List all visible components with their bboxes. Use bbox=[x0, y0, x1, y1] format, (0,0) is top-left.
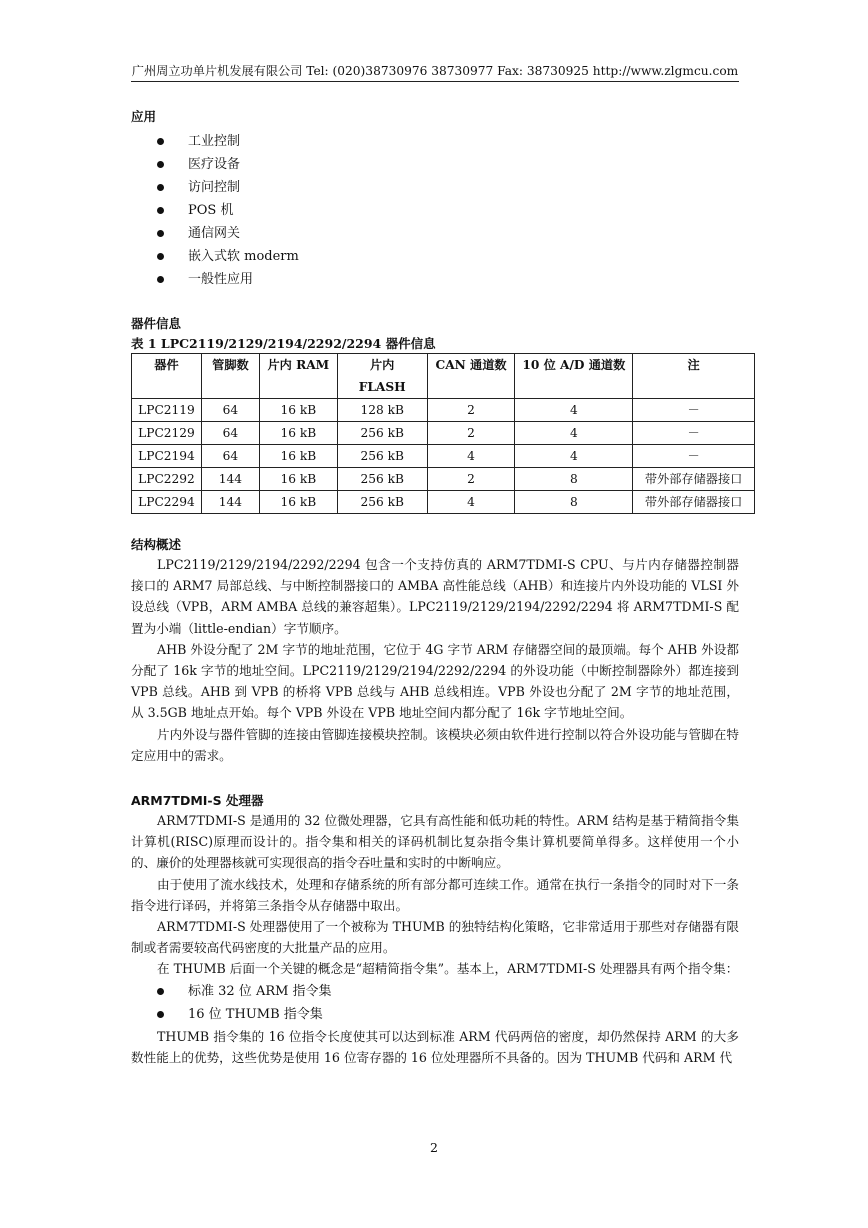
table-header-row bbox=[132, 354, 755, 399]
bullet-icon bbox=[157, 138, 164, 145]
table-cell: 8 bbox=[515, 468, 633, 491]
table-cell: 256 kB bbox=[337, 468, 427, 491]
column-header: 片内 FLASH bbox=[337, 354, 427, 399]
bullet-icon bbox=[157, 161, 164, 168]
processor-heading: ARM7TDMI-S 处理器 bbox=[131, 793, 264, 809]
bullet-icon bbox=[157, 988, 164, 995]
paragraph: ARM7TDMI-S 处理器使用了一个被称为 THUMB 的独特结构化策略，它非常适用于那些对存储器有限制或者需要较高代码密度的大批量产品的应用。 bbox=[131, 919, 739, 956]
table-cell: 256 kB bbox=[337, 491, 427, 514]
table-cell: 128 kB bbox=[337, 399, 427, 422]
table-caption: 表 1 LPC2119/2129/2194/2292/2294 器件信息 bbox=[131, 336, 436, 351]
table-cell: LPC2129 bbox=[132, 422, 202, 445]
table-row bbox=[132, 468, 755, 491]
list-item: 嵌入式软 moderm bbox=[131, 245, 739, 268]
paragraph: ARM7TDMI-S 是通用的 32 位微处理器，它具有高性能和低功耗的特性。ARM 结构是基于精简指令集计算机(RISC)原理而设计的。指令集和相关的译码机制比复杂指令集计算机要简单得多。这样使用一个小的、廉价的处理器核就可实现很高的指令吞吐量和实时的中断响应。 bbox=[131, 813, 739, 871]
table-cell: － bbox=[633, 445, 755, 468]
table-cell: 256 kB bbox=[337, 422, 427, 445]
table-cell: LPC2119 bbox=[132, 399, 202, 422]
table-cell: 2 bbox=[427, 468, 515, 491]
table-cell: 2 bbox=[427, 422, 515, 445]
paragraph: 在 THUMB 后面一个关键的概念是“超精简指令集”。基本上，ARM7TDMI-S 处理器具有两个指令集： bbox=[157, 961, 739, 977]
table-cell: 16 kB bbox=[259, 422, 337, 445]
list-item: 通信网关 bbox=[131, 222, 739, 245]
table-cell: LPC2292 bbox=[132, 468, 202, 491]
table-cell: 2 bbox=[427, 399, 515, 422]
paragraph: 由于使用了流水线技术，处理和存储系统的所有部分都可连续工作。通常在执行一条指令的同时对下一条指令进行译码，并将第三条指令从存储器中取出。 bbox=[131, 876, 739, 913]
table-cell: － bbox=[633, 422, 755, 445]
table-row bbox=[132, 399, 755, 422]
list-item: 工业控制 bbox=[131, 130, 739, 153]
column-header: 器件 bbox=[132, 354, 202, 399]
table-cell: LPC2294 bbox=[132, 491, 202, 514]
table-cell: 16 kB bbox=[259, 399, 337, 422]
table-cell: 144 bbox=[201, 468, 259, 491]
table-row bbox=[132, 445, 755, 468]
paragraph: THUMB 指令集的 16 位指令长度使其可以达到标准 ARM 代码两倍的密度，却仍然保持 ARM 的大多数性能上的优势，这些优势是使用 16 位寄存器的 16 位处理器所不具备的。因为 THUMB 代码和 ARM 代 bbox=[131, 1028, 739, 1065]
bullet-icon bbox=[157, 184, 164, 191]
list-item: POS 机 bbox=[131, 199, 739, 222]
table-cell: 4 bbox=[427, 445, 515, 468]
device-info-heading: 器件信息 bbox=[131, 316, 182, 331]
page-header: 广州周立功单片机发展有限公司 Tel: (020)38730976 38730977 Fax: 38730925 http://www.zlgmcu.com bbox=[131, 64, 739, 78]
table-cell: － bbox=[633, 399, 755, 422]
paragraph: AHB 外设分配了 2M 字节的地址范围，它位于 4G 字节 ARM 存储器空间的最顶端。每个 AHB 外设都分配了 16k 字节的地址空间。LPC2119/2129/2194/2292/2294 的外设功能（中断控制器除外）都连接到 VPB 总线。AHB 到 VPB 的桥将 VPB 总线与 AHB 总线相连。VPB 外设也分配了 2M 字节的地址范围，从 3.5GB 地址点开始。每个 VPB 外设在 VPB 地址空间内都分配了 16k 字节地址空间。 bbox=[131, 641, 739, 721]
bullet-icon bbox=[157, 253, 164, 260]
table-cell: 8 bbox=[515, 491, 633, 514]
table-cell: 16 kB bbox=[259, 445, 337, 468]
list-item: 标准 32 位 ARM 指令集 bbox=[131, 980, 739, 1003]
page-number: 2 bbox=[430, 1140, 438, 1155]
table-cell: 4 bbox=[427, 491, 515, 514]
table-row bbox=[132, 422, 755, 445]
applications-list bbox=[131, 130, 739, 291]
column-header: 注 bbox=[633, 354, 755, 399]
table-cell: 64 bbox=[201, 422, 259, 445]
header-rule bbox=[131, 81, 739, 82]
instruction-set-list bbox=[131, 980, 739, 1026]
table-cell: 16 kB bbox=[259, 468, 337, 491]
page-content bbox=[131, 108, 743, 1068]
column-header: CAN 通道数 bbox=[427, 354, 515, 399]
table-cell: 256 kB bbox=[337, 445, 427, 468]
list-item: 医疗设备 bbox=[131, 153, 739, 176]
column-header: 管脚数 bbox=[201, 354, 259, 399]
bullet-icon bbox=[157, 276, 164, 283]
device-info-table bbox=[131, 353, 755, 514]
list-item: 一般性应用 bbox=[131, 268, 739, 291]
applications-heading: 应用 bbox=[131, 109, 157, 124]
table-cell: 4 bbox=[515, 445, 633, 468]
column-header: 片内 RAM bbox=[259, 354, 337, 399]
table-cell: 64 bbox=[201, 445, 259, 468]
column-header: 10 位 A/D 通道数 bbox=[515, 354, 633, 399]
table-cell: 64 bbox=[201, 399, 259, 422]
bullet-icon bbox=[157, 230, 164, 237]
table-cell: 带外部存储器接口 bbox=[633, 491, 755, 514]
bullet-icon bbox=[157, 1011, 164, 1018]
paragraph: LPC2119/2129/2194/2292/2294 包含一个支持仿真的 ARM7TDMI-S CPU、与片内存储器控制器接口的 ARM7 局部总线、与中断控制器接口的 AMBA 高性能总线（AHB）和连接片内外设功能的 VLSI 外设总线（VPB，ARM AMBA 总线的兼容超集）。LPC2119/2129/2194/2292/2294 将 ARM7TDMI-S 配置为小端（little-endian）字节顺序。 bbox=[131, 557, 739, 636]
table-cell: LPC2194 bbox=[132, 445, 202, 468]
list-item: 访问控制 bbox=[131, 176, 739, 199]
architecture-heading: 结构概述 bbox=[131, 537, 182, 552]
table-cell: 4 bbox=[515, 399, 633, 422]
table-cell: 16 kB bbox=[259, 491, 337, 514]
table-cell: 带外部存储器接口 bbox=[633, 468, 755, 491]
bullet-icon bbox=[157, 207, 164, 214]
table-row bbox=[132, 491, 755, 514]
paragraph: 片内外设与器件管脚的连接由管脚连接模块控制。该模块必须由软件进行控制以符合外设功能与管脚在特定应用中的需求。 bbox=[131, 726, 739, 763]
table-cell: 4 bbox=[515, 422, 633, 445]
table-cell: 144 bbox=[201, 491, 259, 514]
list-item: 16 位 THUMB 指令集 bbox=[131, 1003, 739, 1026]
